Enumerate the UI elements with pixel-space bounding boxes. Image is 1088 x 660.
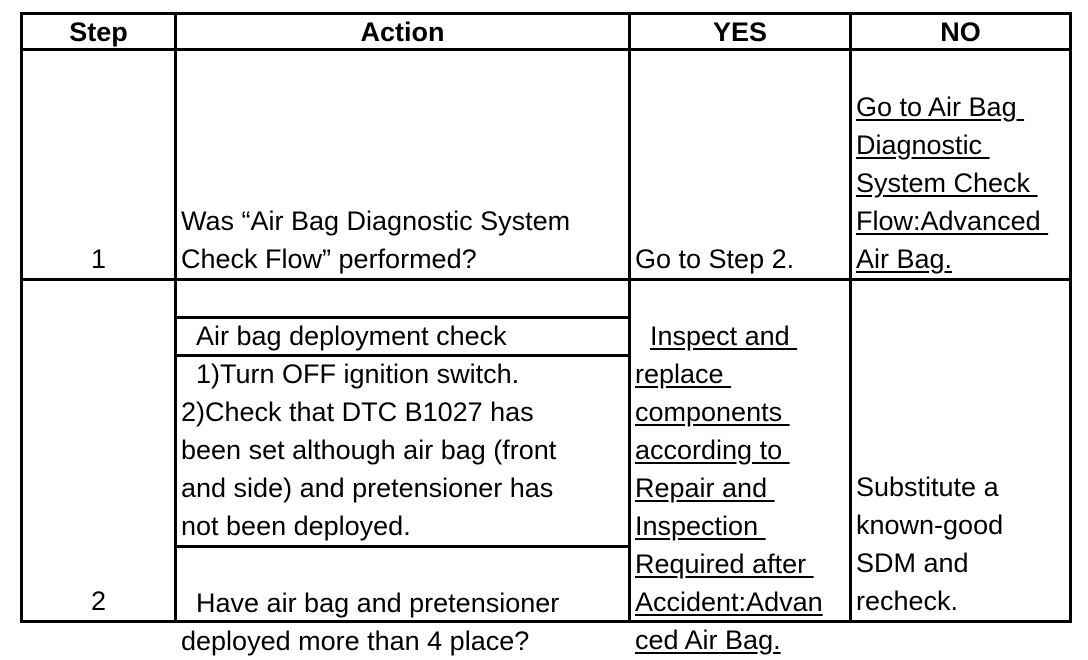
grid-line xyxy=(628,12,631,623)
yes-result: Go to Step 2. xyxy=(635,244,795,274)
header-no: NO xyxy=(940,17,981,47)
yes-cell xyxy=(635,279,849,659)
step-number xyxy=(23,51,174,278)
diagnostic-flow-link[interactable]: Go to Air Bag Diagnostic System Check Flow:Advanced Air Bag. xyxy=(856,92,1041,274)
yes-cell xyxy=(635,51,847,278)
step-1-label: 1 xyxy=(90,244,107,274)
action-cell xyxy=(181,51,626,278)
step-2-label: 2 xyxy=(90,586,107,616)
step-number xyxy=(23,281,174,620)
no-cell xyxy=(856,281,1068,620)
action-title: Air bag deployment check xyxy=(196,321,507,351)
grid-line xyxy=(849,12,852,623)
header-step: Step xyxy=(69,17,128,47)
grid-line xyxy=(1069,12,1072,623)
no-result: Substitute a known-good SDM and recheck. xyxy=(856,472,1004,616)
action-question: Have air bag and pretensioner deployed more than 4 place? xyxy=(181,588,560,656)
action-question: Was “Air Bag Diagnostic System Check Flow” performed? xyxy=(181,206,571,274)
header-action: Action xyxy=(360,17,445,47)
action-cell xyxy=(181,357,626,545)
repair-inspection-link[interactable]: Inspect and replace components according to Repair and Inspection Required after Accident:Advan ced Air Bag. xyxy=(635,321,823,655)
action-cell xyxy=(181,546,626,660)
action-step: 1)Turn OFF ignition switch. xyxy=(196,359,520,389)
no-cell xyxy=(856,51,1068,278)
grid-line xyxy=(174,12,177,623)
action-step: 2)Check that DTC B1027 has been set although air bag (front and side) and pretensioner has not been deployed. xyxy=(181,397,557,541)
header-yes: YES xyxy=(712,17,768,47)
